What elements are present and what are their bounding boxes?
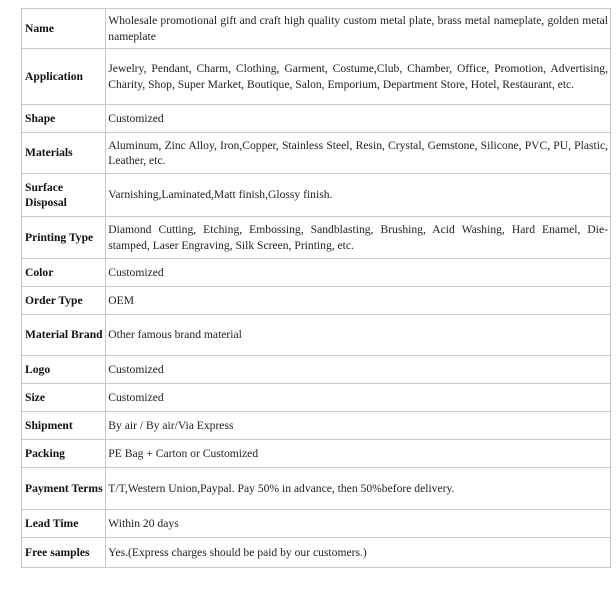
spec-value: T/T,Western Union,Paypal. Pay 50% in advance, then 50%before delivery.: [106, 468, 611, 510]
spec-label: Surface Disposal: [22, 174, 106, 217]
spec-label: Lead Time: [22, 510, 106, 538]
spec-label: Order Type: [22, 287, 106, 315]
spec-row-logo: [22, 356, 611, 384]
spec-value: Varnishing,Laminated,Matt finish,Glossy finish.: [106, 174, 611, 217]
spec-label: Printing Type: [22, 217, 106, 259]
spec-value: Wholesale promotional gift and craft high quality custom metal plate, brass metal nameplate, golden metal nameplate: [106, 9, 611, 49]
spec-row-lead-time: [22, 510, 611, 538]
spec-value: Customized: [106, 384, 611, 412]
spec-row-size: [22, 384, 611, 412]
spec-row-free-samples: [22, 538, 611, 568]
spec-label: Color: [22, 259, 106, 287]
spec-label: Logo: [22, 356, 106, 384]
spec-row-packing: [22, 440, 611, 468]
spec-value: Customized: [106, 356, 611, 384]
spec-row-order-type: [22, 287, 611, 315]
spec-row-application: [22, 49, 611, 105]
spec-row-materials: [22, 133, 611, 174]
spec-label: Shape: [22, 105, 106, 133]
spec-label: Materials: [22, 133, 106, 174]
spec-label: Size: [22, 384, 106, 412]
spec-label: Material Brand: [22, 315, 106, 356]
spec-row-payment-terms: [22, 468, 611, 510]
spec-label: Name: [22, 9, 106, 49]
spec-value: PE Bag + Carton or Customized: [106, 440, 611, 468]
spec-row-shape: [22, 105, 611, 133]
spec-value: OEM: [106, 287, 611, 315]
spec-value: Jewelry, Pendant, Charm, Clothing, Garment, Costume,Club, Chamber, Office, Promotion, Advertising, Charity, Shop, Super Market, Boutique, Salon, Emporium, Department Store, Hotel, Restaurant, etc.: [106, 49, 611, 105]
spec-label: Packing: [22, 440, 106, 468]
spec-value: Customized: [106, 105, 611, 133]
spec-row-material-brand: [22, 315, 611, 356]
spec-label: Payment Terms: [22, 468, 106, 510]
spec-row-name: [22, 9, 611, 49]
spec-value: Aluminum, Zinc Alloy, Iron,Copper, Stainless Steel, Resin, Crystal, Gemstone, Silicone, PVC, PU, Plastic, Leather, etc.: [106, 133, 611, 174]
spec-row-printing-type: [22, 217, 611, 259]
spec-value: By air / By air/Via Express: [106, 412, 611, 440]
spec-value: Yes.(Express charges should be paid by our customers.): [106, 538, 611, 568]
spec-row-shipment: [22, 412, 611, 440]
spec-label: Application: [22, 49, 106, 105]
spec-value: Customized: [106, 259, 611, 287]
spec-row-surface-disposal: [22, 174, 611, 217]
spec-value: Diamond Cutting, Etching, Embossing, Sandblasting, Brushing, Acid Washing, Hard Enamel, Die-stamped, Laser Engraving, Silk Screen, Printing, etc.: [106, 217, 611, 259]
spec-label: Shipment: [22, 412, 106, 440]
spec-value: Within 20 days: [106, 510, 611, 538]
product-spec-table: [21, 8, 611, 568]
spec-row-color: [22, 259, 611, 287]
spec-value: Other famous brand material: [106, 315, 611, 356]
spec-label: Free samples: [22, 538, 106, 568]
